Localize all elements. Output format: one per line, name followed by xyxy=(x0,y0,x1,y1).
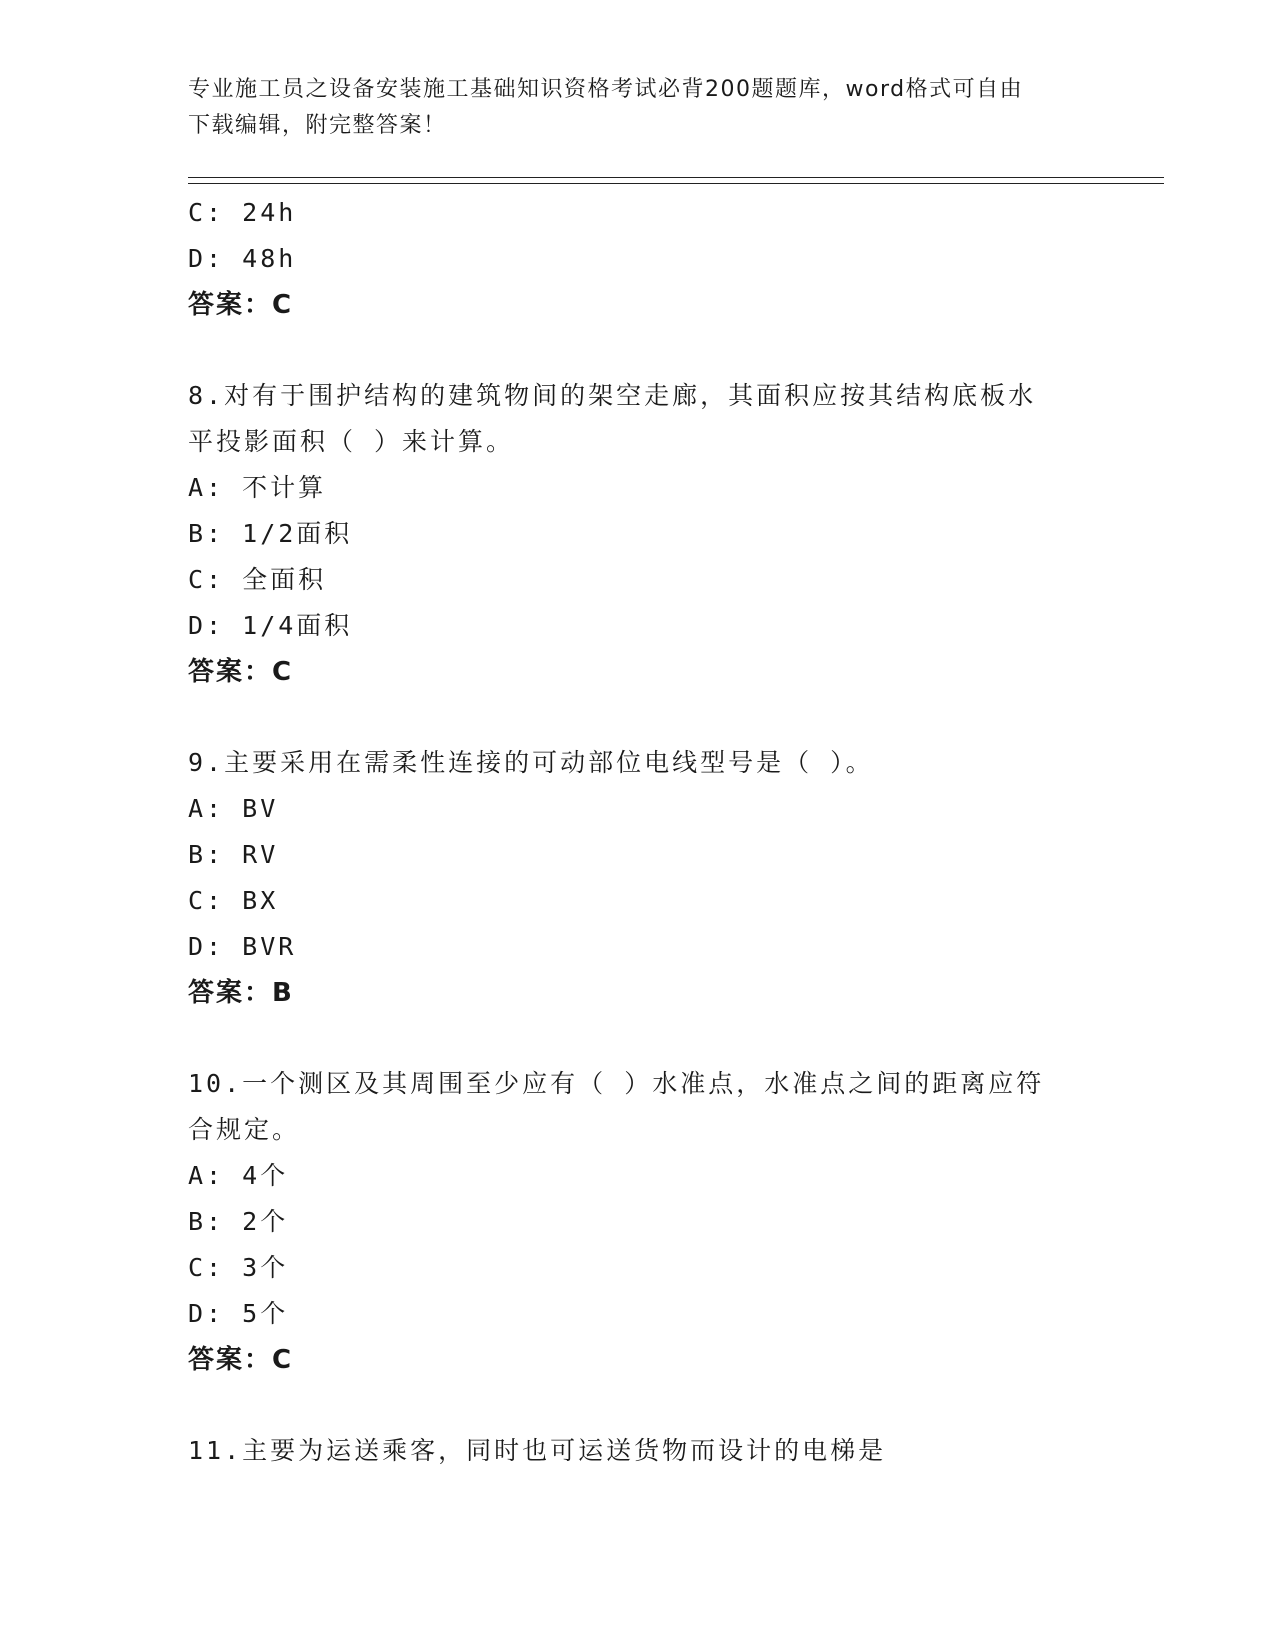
question-8-answer: 答案：C xyxy=(188,657,294,687)
spacer xyxy=(188,695,1088,740)
question-9-option-d: D: BVR xyxy=(188,932,297,961)
question-10-option-a: A: 4个 xyxy=(188,1161,289,1190)
question-8-stem-line-1: 8.对有于围护结构的建筑物间的架空走廊，其面积应按其结构底板水 xyxy=(188,381,1037,410)
header-rule-top xyxy=(188,177,1164,178)
question-10-option-d: D: 5个 xyxy=(188,1299,289,1328)
question-10-option-b: B: 2个 xyxy=(188,1207,289,1236)
question-9-option-b: B: RV xyxy=(188,840,279,869)
spacer xyxy=(188,328,1088,373)
question-9 xyxy=(188,740,1088,1016)
question-8 xyxy=(188,373,1088,695)
question-7 xyxy=(188,190,1088,328)
question-9-answer: 答案：B xyxy=(188,978,294,1008)
question-8-option-b: B: 1/2面积 xyxy=(188,519,353,548)
question-10-stem-line-2: 合规定。 xyxy=(188,1115,301,1144)
header-line-2: 下载编辑，附完整答案！ xyxy=(188,113,447,138)
header-rule-bottom xyxy=(188,183,1164,184)
question-7-option-d: D: 48h xyxy=(188,244,297,273)
header-line-1: 专业施工员之设备安装施工基础知识资格考试必背200题题库，word格式可自由 xyxy=(188,77,1024,102)
question-list xyxy=(188,190,1088,1474)
question-11-stem-line-1: 11.主要为运送乘客，同时也可运送货物而设计的电梯是 xyxy=(188,1436,887,1465)
question-9-stem-line-1: 9.主要采用在需柔性连接的可动部位电线型号是（ ）。 xyxy=(188,748,874,777)
question-10-stem-line-1: 10.一个测区及其周围至少应有（ ）水准点，水准点之间的距离应符 xyxy=(188,1069,1045,1098)
question-11 xyxy=(188,1428,1088,1474)
question-9-option-c: C: BX xyxy=(188,886,279,915)
document-header xyxy=(188,72,1068,144)
spacer xyxy=(188,1016,1088,1061)
question-9-option-a: A: BV xyxy=(188,794,279,823)
question-8-option-d: D: 1/4面积 xyxy=(188,611,353,640)
question-10-answer: 答案：C xyxy=(188,1345,294,1375)
question-8-stem-line-2: 平投影面积（ ）来计算。 xyxy=(188,427,515,456)
question-8-option-a: A: 不计算 xyxy=(188,473,327,502)
spacer xyxy=(188,1383,1088,1428)
question-8-option-c: C: 全面积 xyxy=(188,565,327,594)
question-7-answer: 答案：C xyxy=(188,290,294,320)
question-10 xyxy=(188,1061,1088,1383)
question-10-option-c: C: 3个 xyxy=(188,1253,289,1282)
question-7-option-c: C: 24h xyxy=(188,198,297,227)
